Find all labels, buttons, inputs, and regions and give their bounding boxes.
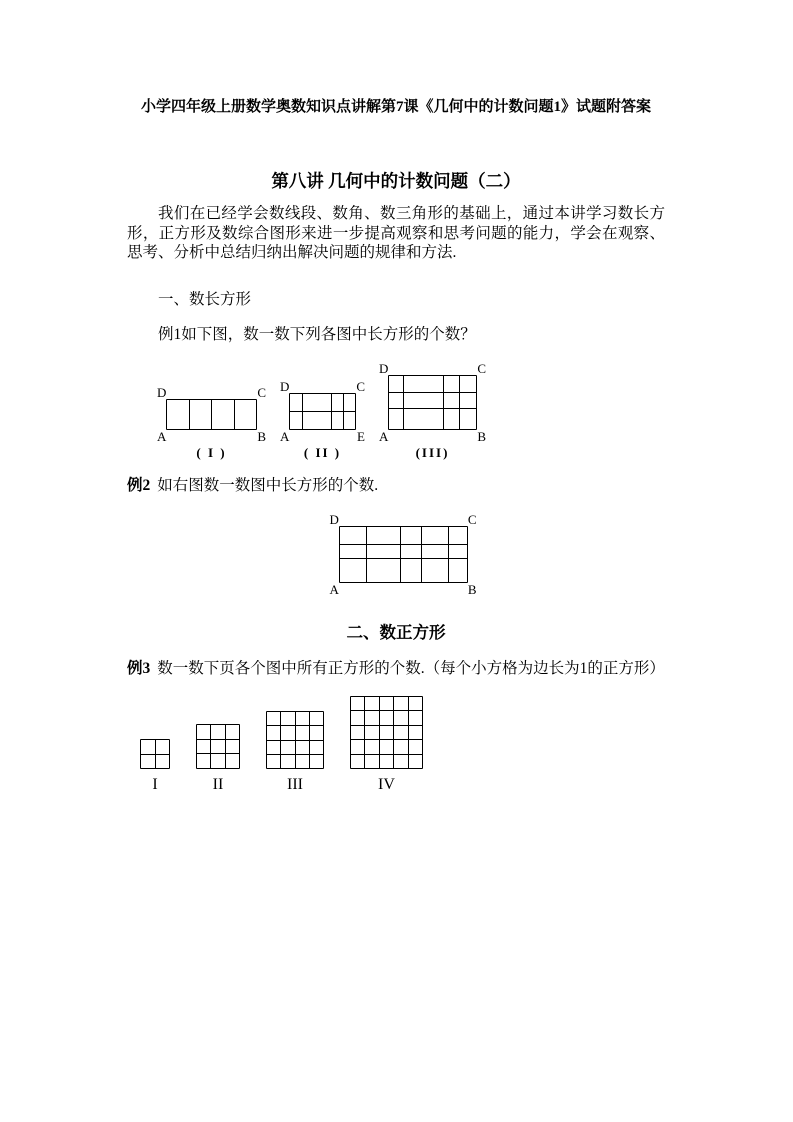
- example3-text: 数一数下页各个图中所有正方形的个数.（每个小方格为边长为1的正方形）: [157, 659, 665, 677]
- corner-label-A: A: [157, 429, 167, 444]
- corner-label-C: C: [467, 511, 477, 527]
- corner-label-C: C: [356, 379, 365, 394]
- grid-lines: [339, 526, 468, 583]
- square3-caption: III: [287, 776, 303, 793]
- rectangle-grid-figure-1: [157, 386, 266, 443]
- example1-figure-3: [379, 362, 486, 461]
- example2-figure-row: [127, 513, 665, 596]
- corner-label-A: A: [280, 429, 290, 444]
- example3-figures-row: [127, 696, 665, 794]
- grid-lines: [289, 393, 356, 430]
- example3-figure-4: [350, 696, 423, 794]
- intro-paragraph: 我们在已经学会数线段、数角、数三角形的基础上，通过本讲学习数长方形，正方形及数综合图形来进一步提高观察和思考问题的能力，学会在观察、思考、分析中总结归纳出解决问题的规律和方法.: [127, 205, 665, 261]
- rectangle-grid-figure-example2: [330, 513, 477, 596]
- figure2-caption: ( II ): [303, 445, 342, 460]
- grid-lines: [196, 724, 240, 769]
- example1-label: 例1: [158, 325, 182, 343]
- example2-figure: [330, 513, 477, 596]
- grid-lines: [140, 739, 170, 769]
- corner-label-C: C: [477, 361, 486, 376]
- square-grid-figure-4: [350, 696, 423, 769]
- example1-figure-1: [157, 386, 266, 461]
- document-title: 小学四年级上册数学奥数知识点讲解第7课《几何中的计数问题1》试题附答案: [140, 99, 651, 115]
- corner-label-B: B: [257, 429, 266, 444]
- example2-text: 如右图数一数图中长方形的个数.: [157, 477, 379, 494]
- square-grid-figure-1: [140, 739, 170, 769]
- example3-figure-1: [140, 739, 170, 794]
- figure3-caption: (III): [415, 445, 450, 460]
- corner-label-A: A: [329, 581, 339, 597]
- grid-lines: [388, 375, 477, 430]
- corner-label-E: E: [357, 429, 365, 444]
- example1-text: 如下图，数一数下列各图中长方形的个数？: [181, 325, 476, 343]
- corner-label-B: B: [467, 581, 477, 597]
- corner-label-D: D: [379, 361, 389, 376]
- square1-caption: I: [152, 776, 158, 793]
- corner-label-D: D: [329, 511, 339, 527]
- square-grid-figure-3: [266, 711, 324, 769]
- corner-label-C: C: [257, 385, 266, 400]
- section1-heading: 一、数长方形: [158, 290, 252, 308]
- grid-lines: [166, 399, 257, 430]
- corner-label-D: D: [157, 385, 167, 400]
- corner-label-A: A: [379, 429, 389, 444]
- grid-lines: [266, 711, 324, 769]
- example3-figure-2: [196, 724, 240, 794]
- example2-label: 例2: [127, 477, 151, 494]
- corner-label-B: B: [477, 429, 486, 444]
- example1-figures-row: [127, 362, 665, 461]
- lecture-heading: 第八讲 几何中的计数问题（二）: [271, 171, 521, 191]
- figure1-caption: ( I ): [196, 445, 227, 460]
- square-grid-figure-2: [196, 724, 240, 769]
- square2-caption: II: [212, 776, 224, 793]
- example3-statement: [127, 659, 665, 679]
- example2-statement: [127, 476, 665, 496]
- grid-lines: [350, 696, 423, 769]
- corner-label-D: D: [280, 379, 290, 394]
- square4-caption: IV: [378, 776, 395, 793]
- rectangle-grid-figure-3: [379, 362, 486, 443]
- example1-statement: [127, 325, 665, 345]
- rectangle-grid-figure-2: [280, 380, 365, 443]
- example3-label: 例3: [127, 659, 151, 677]
- example3-figure-3: [266, 711, 324, 794]
- section2-heading: 二、数正方形: [346, 622, 446, 642]
- example1-figure-2: [280, 380, 365, 461]
